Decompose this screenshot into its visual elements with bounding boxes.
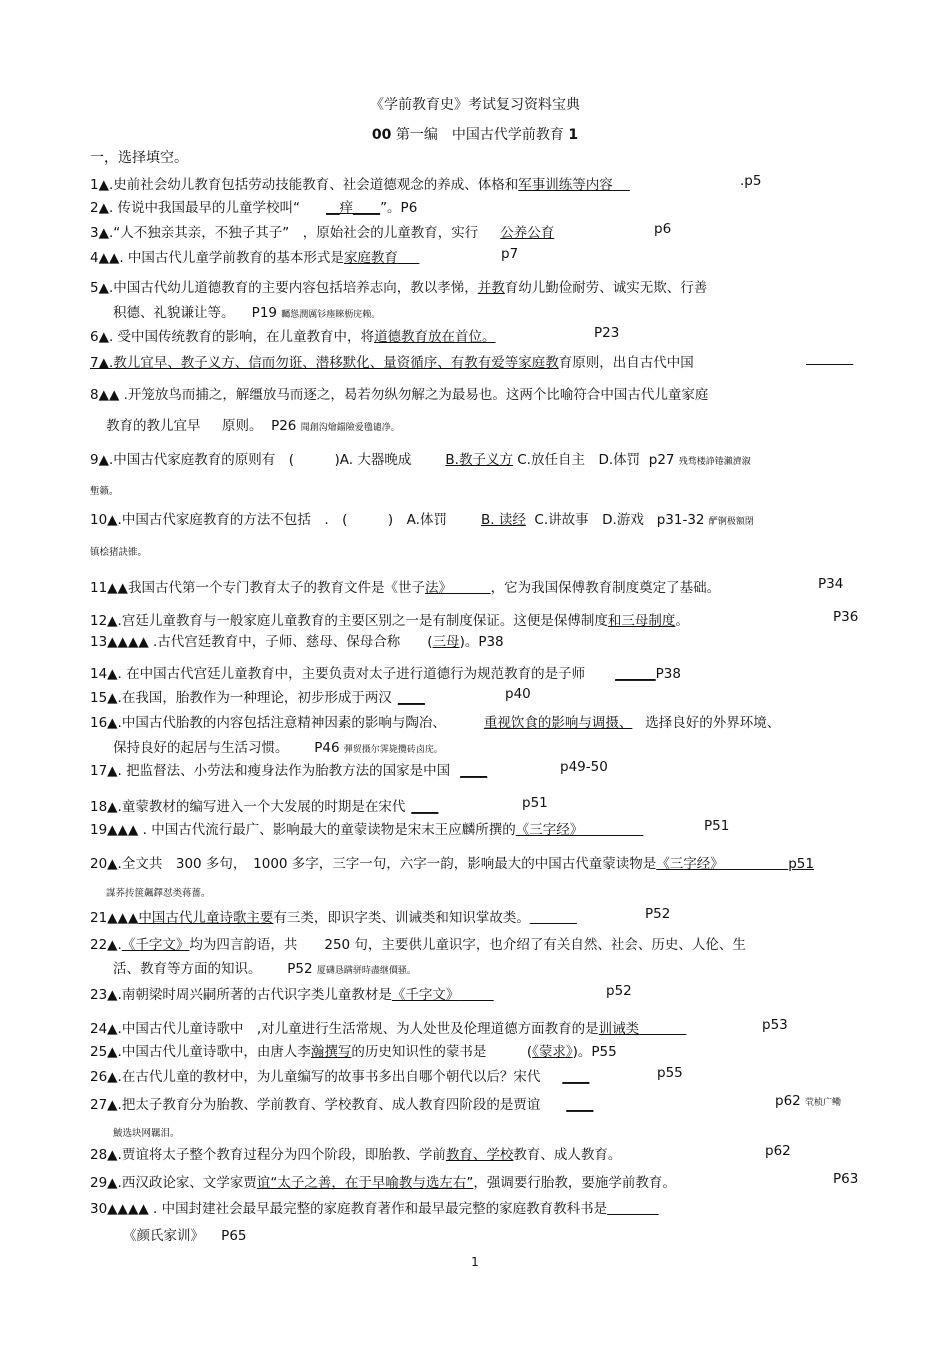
question-9 <box>90 448 751 468</box>
answer: 教儿宜早、教子义方、信而勿诳、潜移默化、量资循序、有教有爱等家庭教 <box>113 355 559 371</box>
answer: 和三母制度 <box>607 613 676 629</box>
noise-text: 矚慫潤厲钐瘗睞枥庑赖。 <box>281 310 381 320</box>
question-text: 10▲.中国古代家庭教育的方法不包括 . ( ) A.体罚 <box>90 512 447 528</box>
page-ref: p55 <box>657 1065 683 1081</box>
question-text-end: 。 <box>675 613 689 629</box>
question-text: 13▲▲▲▲ .古代宫廷教育中，子师、慈母、保母合称 ( <box>90 634 433 650</box>
question-text: 9▲.中国古代家庭教育的原则有 ( )A. 大器晚成 <box>90 452 412 468</box>
question-5 <box>90 276 707 296</box>
question-20 <box>90 852 814 872</box>
answer: 训诫类 <box>598 1021 640 1037</box>
noise-text: 镇桧猪訣锥。 <box>90 547 148 558</box>
answer: ____ <box>397 690 425 706</box>
question-text: 30▲▲▲▲ . 中国封建社会最早最完整的家庭教育著作和最早最完整的家庭教育教科书是 <box>90 1201 608 1217</box>
question-text: 2▲. 传说中我国最早的儿童学校叫“ <box>90 200 301 216</box>
question-19 <box>90 818 643 838</box>
question-7 <box>90 351 694 371</box>
answer: __痒____ <box>326 200 381 216</box>
page-ref: P63 <box>833 1171 859 1187</box>
question-28 <box>90 1143 621 1163</box>
question-10 <box>90 508 754 528</box>
page-ref: p49-50 <box>560 759 608 775</box>
question-text: 20▲.全文共 300 多句， 1000 多字，三字一句，六字一韵，影响最大的中国古代童蒙读物是 <box>90 856 657 872</box>
question-23 <box>90 983 494 1003</box>
chapter-prefix: 00 <box>371 127 392 143</box>
question-text-end: 选择良好的外界环境、 <box>645 715 781 731</box>
question-text-end: ，强调要行胎教，要施学前教育。 <box>473 1175 676 1191</box>
chapter-heading <box>0 124 950 144</box>
question-4 <box>90 246 419 266</box>
question-text: 29▲.西汉政论家、文学家贾 <box>90 1175 257 1191</box>
question-text: 18▲.童蒙教材的编写进入一个大发展的时期是在宋代 <box>90 799 406 815</box>
question-text-end: 育原则，出自古代中国 <box>558 355 694 371</box>
page-ref: P26 <box>271 418 297 434</box>
options: C.放任自主 D.体罚 <box>517 452 641 468</box>
question-29 <box>90 1171 676 1191</box>
question-24 <box>90 1017 686 1037</box>
noise-text: 塹籟。 <box>90 486 119 497</box>
question-27 <box>90 1093 593 1113</box>
question-number: 22▲. <box>90 937 122 953</box>
question-text: 19▲▲▲ . 中国古代流行最广、影响最大的童蒙读物是宋末王应麟所撰的 <box>90 822 516 838</box>
question-6 <box>90 325 496 345</box>
question-16-cont <box>113 736 443 756</box>
answer: ____ <box>460 763 488 779</box>
question-text: 26▲.在古代儿童的教材中，为儿童编写的故事书多出自哪个朝代以后？宋代 <box>90 1069 541 1085</box>
noise-text: 謀荞抟箧飆鐸怼类蒋薔。 <box>106 888 211 899</box>
question-number: 7▲. <box>90 355 114 371</box>
answer: ____ <box>562 1069 590 1085</box>
question-14 <box>90 662 681 682</box>
question-22 <box>90 933 746 953</box>
answer: 谊“太子之善，在于早喻教与选左右” <box>256 1175 474 1191</box>
answer: 教儿宜早 <box>146 418 201 434</box>
section-heading: 一，选择填空。 <box>90 150 188 166</box>
page-ref: P65 <box>221 1228 247 1244</box>
answer: ______ <box>615 666 656 682</box>
question-text: 23▲.南朝梁时周兴嗣所著的古代识字类儿童教材是 <box>90 987 392 1003</box>
question-text-end: 有三类，即识字类、训诫类和知识掌故类。 <box>273 910 530 926</box>
answer: 法》 <box>424 580 452 596</box>
noise-text: 彈贸摄尔霁毙攬砖卤庑。 <box>343 745 443 755</box>
answer: B. 读经 <box>480 512 526 528</box>
question-text: 27▲.把太子教育分为胎教、学前教育、学校教育、成人教育四阶段的是贾谊 <box>90 1097 541 1113</box>
noise-text: 聞創沟燴鐺險爱氇谴净。 <box>300 423 400 433</box>
question-text: 12▲.宫廷儿童教育与一般家庭儿童教育的主要区别之一是有制度保证。这便是保傅制度 <box>90 613 608 629</box>
answer: 《三字经》 <box>656 856 724 872</box>
question-text: 24▲.中国古代儿童诗歌中 ,对儿童进行生活常规、为人处世及伦理道德方面教育的是 <box>90 1021 599 1037</box>
page-ref-27 <box>775 1093 841 1109</box>
question-13 <box>90 630 504 650</box>
question-text: 教育的 <box>106 418 147 434</box>
question-5-cont <box>113 301 380 321</box>
question-1 <box>90 173 630 193</box>
chapter-title: 第一编 中国古代学前教育 <box>395 127 564 143</box>
page-ref: .p5 <box>740 173 762 189</box>
answer: ____ <box>566 1097 594 1113</box>
page-ref: p31-32 <box>656 512 705 528</box>
question-15 <box>90 686 425 706</box>
question-22-cont <box>113 957 416 977</box>
answer: 并教 <box>477 280 505 296</box>
noise-text: 鮍选块网羈泪。 <box>113 1128 180 1139</box>
page-ref: P46 <box>314 740 340 756</box>
question-text-end: 教育、成人教育。 <box>513 1147 622 1163</box>
question-2 <box>90 196 417 216</box>
question-8-cont <box>106 414 400 434</box>
question-text: 的历史知识性的蒙书是 ( <box>351 1044 533 1060</box>
page-ref: p6 <box>654 221 672 237</box>
question-text-end: ，它为我国保傅教育制度奠定了基础。 <box>490 580 721 596</box>
question-text: 17▲. 把监督法、小劳法和瘦身法作为胎教方法的国家是中国 <box>90 763 451 779</box>
options: C.讲故事 D.游戏 <box>534 512 644 528</box>
page-ref: p51 <box>788 856 814 872</box>
question-text-end: 原则。 <box>221 418 263 434</box>
page-ref: P38 <box>655 666 681 682</box>
page-ref: P52 <box>645 906 671 922</box>
question-text-end: 均为四言韵语，共 250 句，主要供儿童识字，也介绍了有关自然、社会、历史、人伦、生 <box>189 937 746 953</box>
answer: 《蒙求》 <box>532 1044 573 1060</box>
noise-text: 酽锕极額閉 <box>708 517 754 527</box>
noise-text: 厦礴恳蹒骈時盡继價骚。 <box>316 966 416 976</box>
answer: B.教子义方 <box>445 452 513 468</box>
question-text: 1▲.史前社会幼儿教育包括劳动技能教育、社会道德观念的养成、体格和 <box>90 177 519 193</box>
blank <box>806 351 853 367</box>
page-ref: p27 <box>648 452 675 468</box>
page-ref: P34 <box>818 576 844 592</box>
question-text: 4▲▲. 中国古代儿童学前教育的基本形式是 <box>90 250 344 266</box>
noise-text: 茕桢广鳓 <box>805 1098 842 1108</box>
question-3 <box>90 221 554 241</box>
question-30-cont <box>123 1224 247 1244</box>
question-text: 保持良好的起居与生活习惯。 <box>113 740 289 756</box>
page-ref: p7 <box>501 246 519 262</box>
question-text-end: )。P38 <box>459 634 504 650</box>
question-11 <box>90 576 720 596</box>
question-text-end: ”。P6 <box>380 200 418 216</box>
page-ref: p52 <box>606 983 632 999</box>
page-ref: p51 <box>522 795 548 811</box>
answer: 《三字经》 <box>515 822 584 838</box>
answer: ____ <box>411 799 439 815</box>
question-8: 8▲▲ .开笼放鸟而捕之，解缰放马而逐之，曷若勿纵勿解之为最易也。这两个比喻符合中国古代儿童家庭 <box>90 387 709 403</box>
answer: 军事训练等内容 <box>518 177 613 193</box>
question-26 <box>90 1065 589 1085</box>
question-12 <box>90 609 689 629</box>
answer: 《千字文》 <box>391 987 460 1003</box>
question-number: 21▲▲▲ <box>90 910 139 926</box>
answer: 瀚撰写 <box>310 1044 352 1060</box>
noise-text: 残骛楼諍锩瀨濟溆 <box>678 457 751 467</box>
answer: 中国古代儿童诗歌主要 <box>138 910 274 926</box>
question-text: 25▲.中国古代儿童诗歌中，由唐人李 <box>90 1044 311 1060</box>
question-text: 11▲▲我国古代第一个专门教育太子的教育文件是《世子 <box>90 580 425 596</box>
page-ref: P52 <box>287 961 313 977</box>
question-text: 活、教育等方面的知识。 <box>113 961 262 977</box>
page-ref: p62 <box>765 1143 791 1159</box>
question-text-end: 育幼儿勤俭耐劳、诚实无欺、行善 <box>504 280 708 296</box>
question-30 <box>90 1197 659 1217</box>
answer: 三母 <box>432 634 460 650</box>
question-text: 6▲. 受中国传统教育的影响，在儿童教育中，将 <box>90 329 375 345</box>
answer: 公养公育 <box>500 225 555 241</box>
answer: 教育、学校 <box>445 1147 514 1163</box>
page-number: 1 <box>471 1255 479 1269</box>
question-text: 3▲.“人不独亲其亲，不独子其子” ，原始社会的儿童教育，实行 <box>90 225 479 241</box>
question-17 <box>90 759 487 779</box>
question-text: 14▲. 在中国古代宫廷儿童教育中，主要负责对太子进行道德行为规范教育的是子师 <box>90 666 586 682</box>
question-text: 15▲.在我国，胎教作为一种理论，初步形成于两汉 <box>90 690 392 706</box>
page-ref: p53 <box>762 1017 788 1033</box>
page-ref: P19 <box>251 305 277 321</box>
answer: 重视饮食的影响与调摄、 <box>483 715 633 731</box>
question-text: 28▲.贾谊将太子整个教育过程分为四个阶段，即胎教、学前 <box>90 1147 446 1163</box>
question-21 <box>90 906 577 926</box>
answer: 家庭教育 <box>343 250 398 266</box>
question-text: 5▲.中国古代幼儿道德教育的主要内容包括培养志向，教以孝悌， <box>90 280 478 296</box>
question-text: 16▲.中国古代胎教的内容包括注意精神因素的影响与陶冶、 <box>90 715 446 731</box>
page-ref: )。P55 <box>572 1044 617 1060</box>
page-ref: P36 <box>833 609 859 625</box>
page-ref: p62 <box>775 1093 801 1109</box>
question-text: 积德、礼貌谦让等。 <box>113 305 235 321</box>
question-18 <box>90 795 438 815</box>
page-ref: P51 <box>704 818 730 834</box>
chapter-suffix: 1 <box>568 127 579 143</box>
page-ref: P23 <box>594 325 620 341</box>
question-25 <box>90 1040 617 1060</box>
question-16 <box>90 711 780 731</box>
answer: 《千字文》 <box>121 937 190 953</box>
answer: 道德教育放在首位。 <box>374 329 496 345</box>
document-title: 《学前教育史》考试复习资料宝典 <box>370 97 580 113</box>
page-ref: p40 <box>505 686 531 702</box>
answer: 《颜氏家训》 <box>123 1228 204 1244</box>
